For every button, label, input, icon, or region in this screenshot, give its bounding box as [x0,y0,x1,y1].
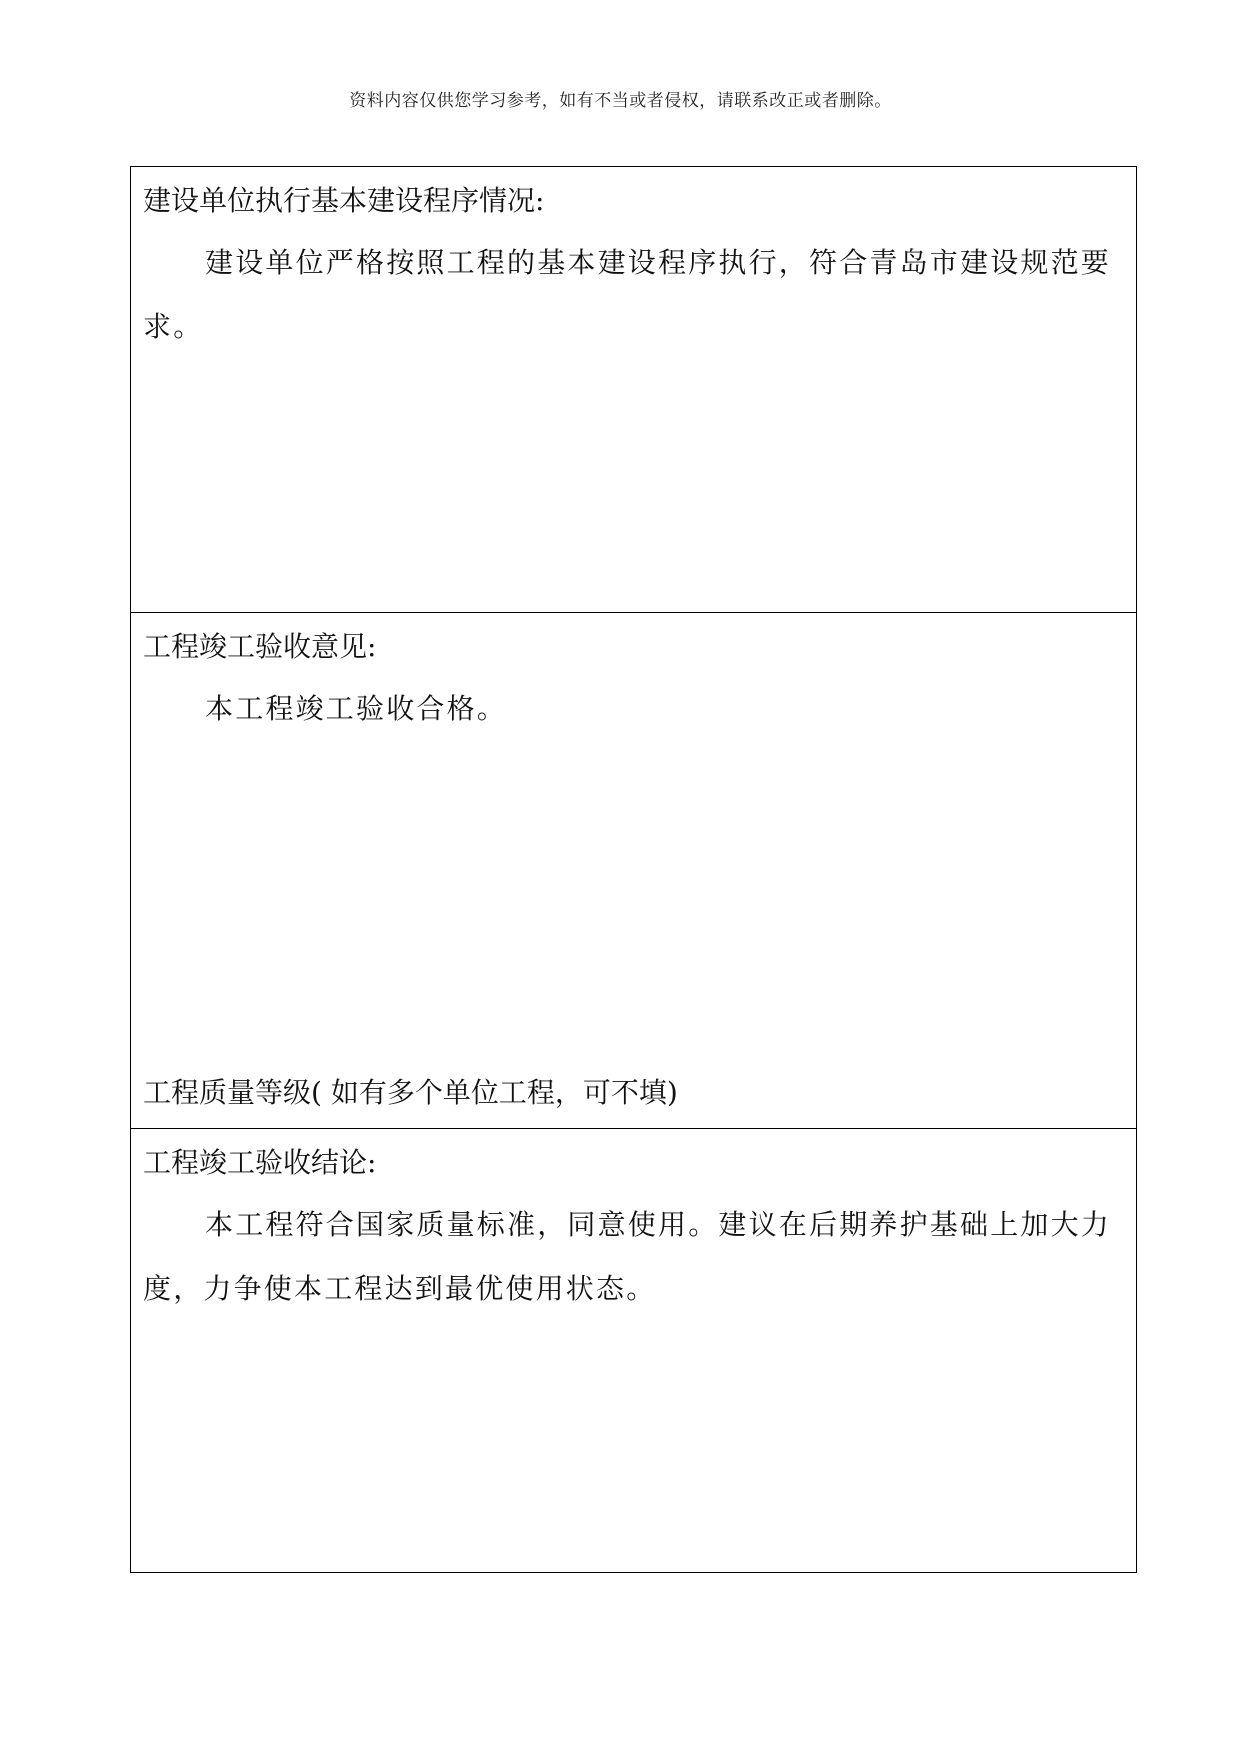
acceptance-opinion-section [131,612,1136,1128]
section-body: 本工程符合国家质量标准，同意使用。建议在后期养护基础上加大力度，力争使本工程达到最优使用状态。 [143,1208,1112,1305]
construction-procedure-section [131,167,1136,612]
section-body: 本工程竣工验收合格。 [205,692,508,725]
section-body: 建设单位严格按照工程的基本建设程序执行，符合青岛市建设规范要求。 [143,246,1112,343]
header-disclaimer: 资料内容仅供您学习参考，如有不当或者侵权，请联系改正或者删除。 [349,91,892,111]
acceptance-form-table [130,166,1137,1573]
quality-grade-label: 工程质量等级( 如有多个单位工程，可不填) [143,1076,678,1109]
section-title: 建设单位执行基本建设程序情况: [143,184,545,217]
acceptance-conclusion-section [131,1128,1136,1572]
section-title: 工程竣工验收意见: [143,630,377,663]
section-title: 工程竣工验收结论: [143,1146,377,1179]
